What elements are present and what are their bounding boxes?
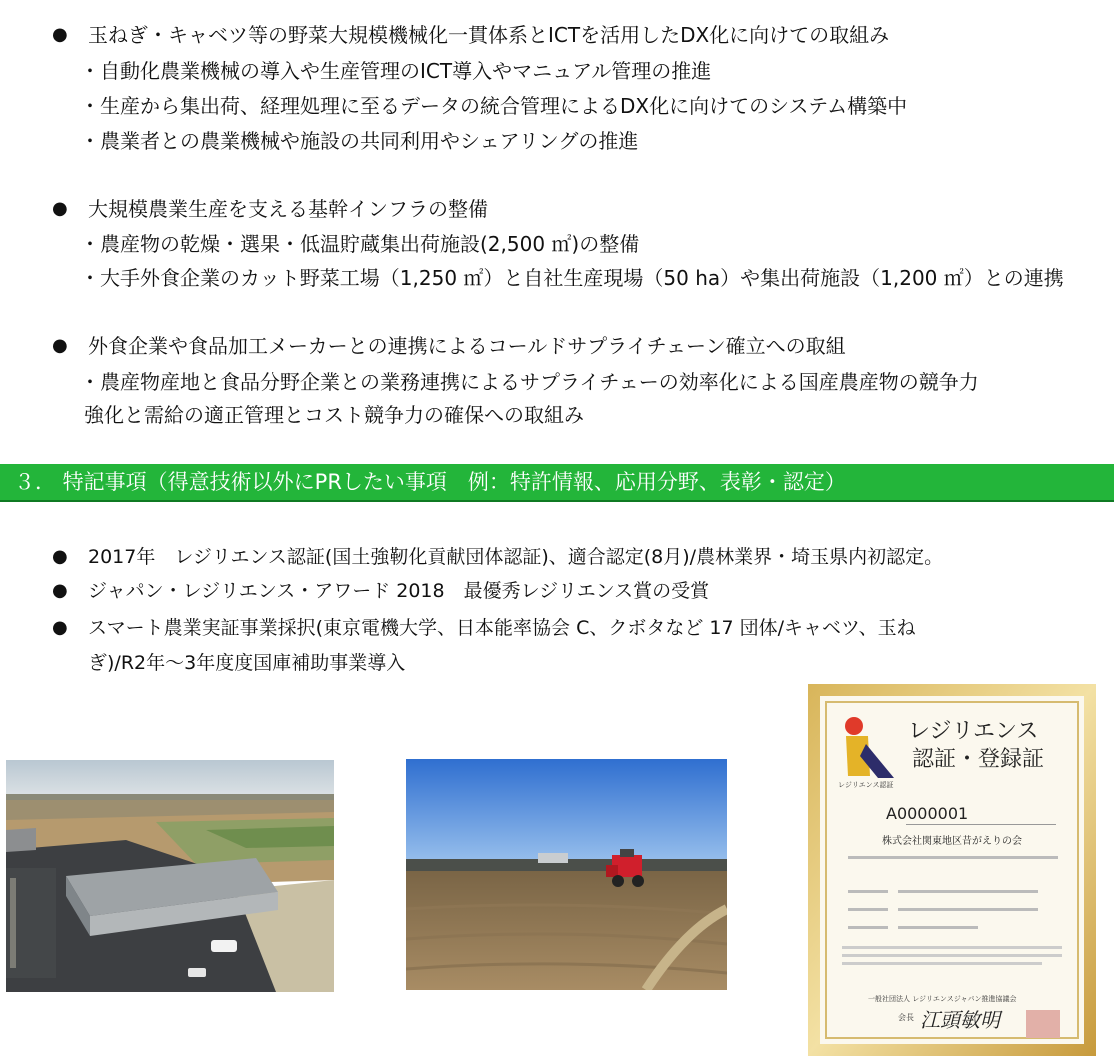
bullet-icon: ● (52, 198, 68, 219)
resilience-certificate (808, 684, 1096, 1056)
bullet-icon: ● (52, 580, 68, 601)
certificate-title: レジリエンス (908, 719, 1039, 744)
section3-item: ぎ)/R2年〜3年度度国庫補助事業導入 (88, 652, 406, 674)
certificate-number: A0000001 (886, 804, 969, 823)
section3-item: 2017年 レジリエンス認証(国土強靭化貢献団体認証)、適合認定(8月)/農林業界・埼玉県内初認定。 (88, 546, 944, 568)
certificate-org: 株式会社関東地区昔がえりの会 (882, 836, 1022, 847)
group3-heading: 外食企業や食品加工メーカーとの連携によるコールドサプライチェーン確立への取組 (88, 334, 846, 358)
bullet-icon: ● (52, 24, 68, 45)
group2-item: ・大手外食企業のカット野菜工場（1,250 ㎡）と自社生産現場（50 ha）や集出荷施設（1,200 ㎡）との連携 (80, 266, 1064, 290)
certificate-logo-text: レジリエンス認証 (838, 781, 894, 789)
section3-title: ３． 特記事項（得意技術以外にPRしたい事項 例：特許情報、応用分野、表彰・認定） (14, 470, 846, 494)
bullet-icon: ● (52, 546, 68, 567)
bullet-icon: ● (52, 617, 68, 638)
facility-aerial-photo (6, 760, 334, 992)
group2-heading: 大規模農業生産を支える基幹インフラの整備 (88, 197, 488, 221)
certificate-footer-role: 会長 (898, 1013, 914, 1022)
group2-item: ・農産物の乾燥・選果・低温貯蔵集出荷施設(2,500 ㎡)の整備 (80, 232, 640, 256)
section3-item: ジャパン・レジリエンス・アワード 2018 最優秀レジリエンス賞の受賞 (88, 580, 710, 602)
certificate-signature: 江頭敏明 (920, 1008, 1000, 1032)
group3-item: 強化と需給の適正管理とコスト競争力の確保への取組み (84, 403, 584, 427)
section3-banner (0, 464, 1114, 502)
certificate-footer-org: 一般社団法人 レジリエンスジャパン推進協議会 (868, 995, 1017, 1003)
group3-item: ・農産物産地と食品分野企業との業務連携によるサプライチェーの効率化による国産農産物の競争力 (80, 370, 979, 394)
group1-item: ・生産から集出荷、経理処理に至るデータの統合管理によるDX化に向けてのシステム構築中 (80, 94, 908, 118)
certificate-title: 認証・登録証 (912, 747, 1045, 772)
section3-item: スマート農業実証事業採択(東京電機大学、日本能率協会 C、クボタなど 17 団体/キャベツ、玉ね (88, 617, 916, 639)
group1-item: ・自動化農業機械の導入や生産管理のICT導入やマニュアル管理の推進 (80, 59, 712, 83)
group1-heading: 玉ねぎ・キャベツ等の野菜大規模機械化一貫体系とICTを活用したDX化に向けての取組み (88, 23, 890, 47)
field-tractor-photo (406, 759, 727, 990)
bullet-icon: ● (52, 335, 68, 356)
group1-item: ・農業者との農業機械や施設の共同利用やシェアリングの推進 (80, 129, 639, 153)
